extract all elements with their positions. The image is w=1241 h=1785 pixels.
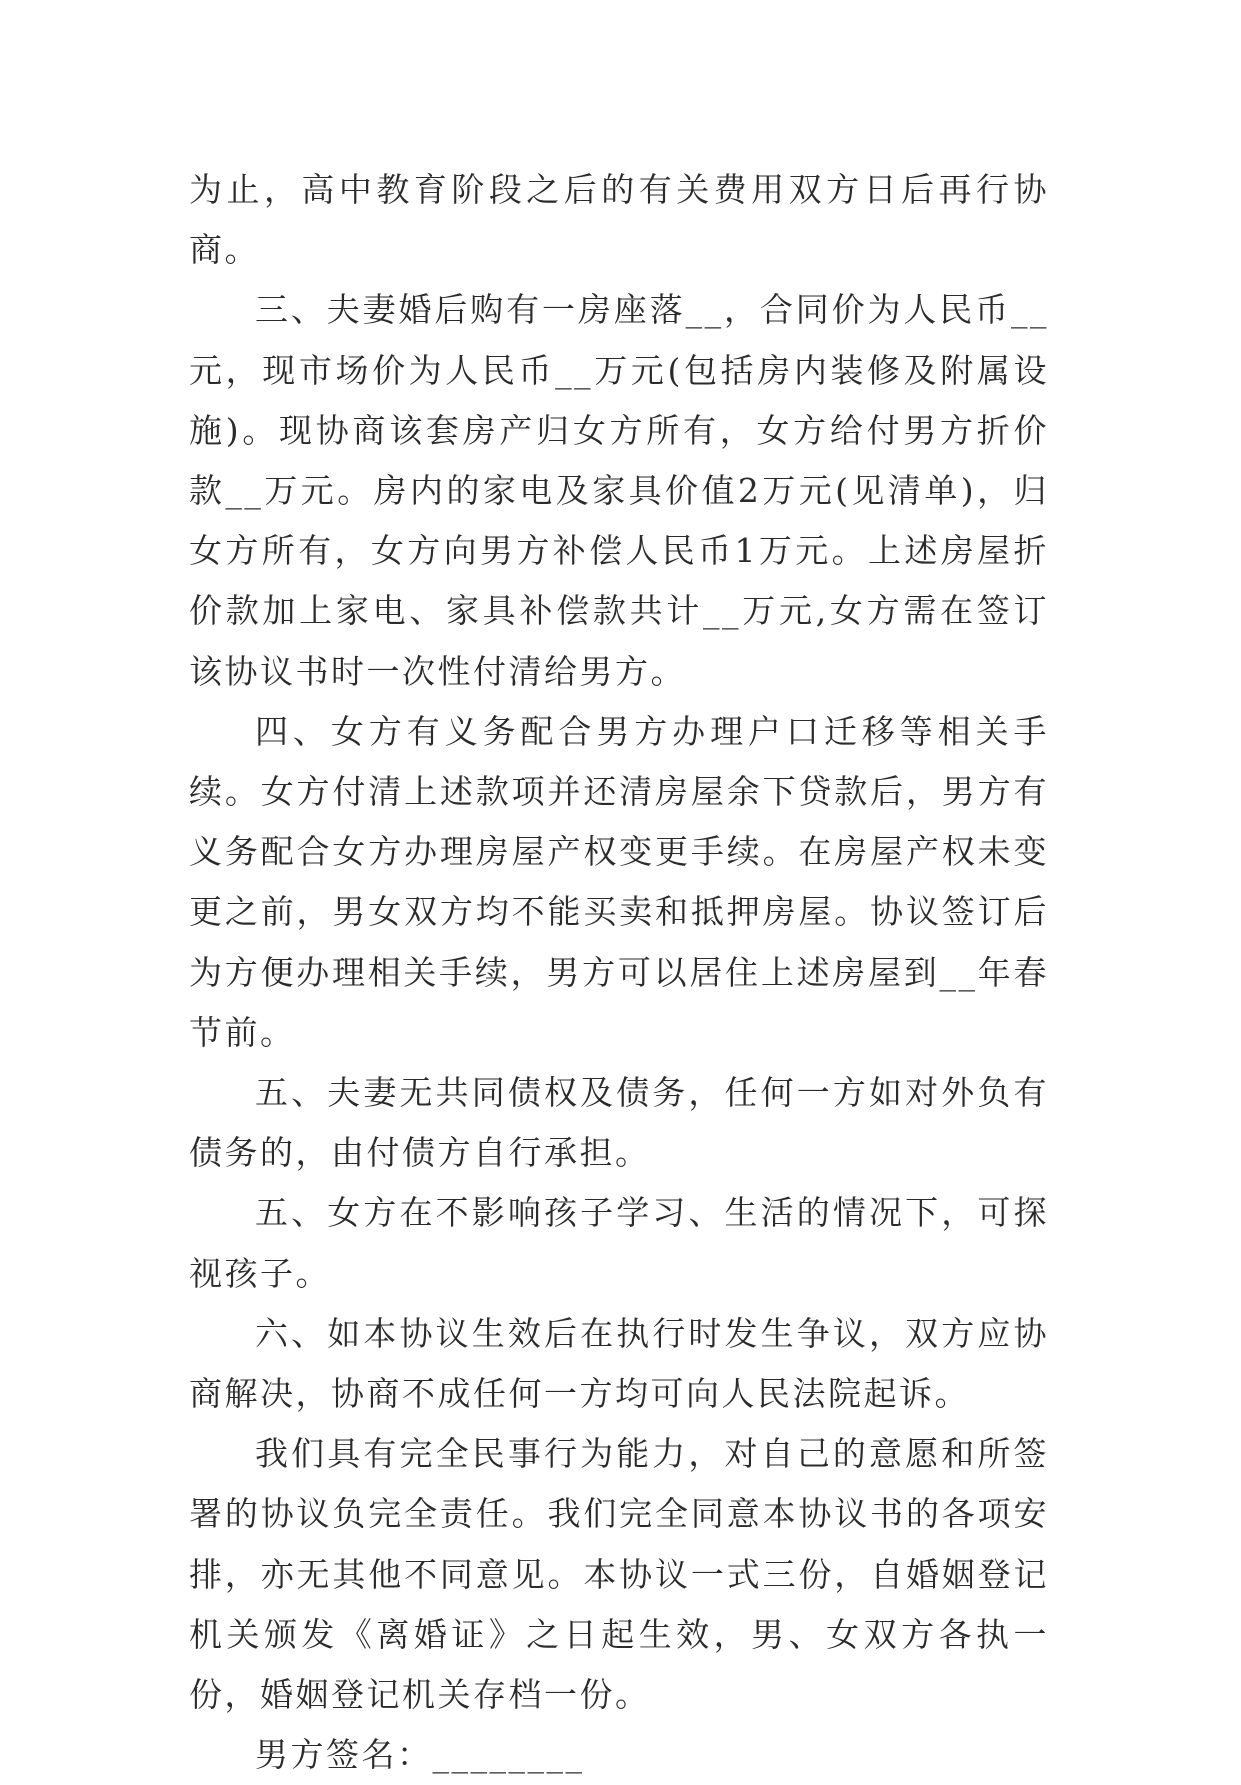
male-signature-line: 男方签名：________ — [255, 1735, 585, 1775]
paragraph-clause-3-property: 三、夫妻婚后购有一房座落__，合同价为人民币__元，现市场价为人民币__万元(包括房内装修及附属设施)。现协商该套房产归女方所有，女方给付男方折价款__万元。房内的家电及家具价值2万元(见清单)，归女方所有，女方向男方补偿人民币1万元。上述房屋折价款加上家电、家具补偿款共计__万元,女方需在签订该协议书时一次性付清给男方。 — [189, 290, 1049, 691]
paragraph-declaration: 我们具有完全民事行为能力，对自己的意愿和所签署的协议负完全责任。我们完全同意本协议书的各项安排，亦无其他不同意见。本协议一式三份，自婚姻登记机关颁发《离婚证》之日起生效，男、女双方各执一份，婚姻登记机关存档一份。 — [189, 1434, 1049, 1715]
paragraph-continuation: 为止，高中教育阶段之后的有关费用双方日后再行协商。 — [189, 170, 1049, 270]
paragraph-clause-6-disputes: 六、如本协议生效后在执行时发生争议，双方应协商解决，协商不成任何一方均可向人民法院起诉。 — [189, 1313, 1049, 1414]
agreement-body — [189, 160, 1049, 1785]
paragraph-clause-5-debts: 五、夫妻无共同债权及债务，任何一方如对外负有债务的，由付债方自行承担。 — [189, 1073, 1049, 1173]
paragraph-clause-5-visitation: 五、女方在不影响孩子学习、生活的情况下，可探视孩子。 — [189, 1193, 1049, 1293]
paragraph-clause-4-household: 四、女方有义务配合男方办理户口迁移等相关手续。女方付清上述款项并还清房屋余下贷款后，男方有义务配合女方办理房屋产权变更手续。在房屋产权未变更之前，男女双方均不能买卖和抵押房屋。协议签订后为方便办理相关手续，男方可以居住上述房屋到__年春节前。 — [189, 711, 1049, 1052]
